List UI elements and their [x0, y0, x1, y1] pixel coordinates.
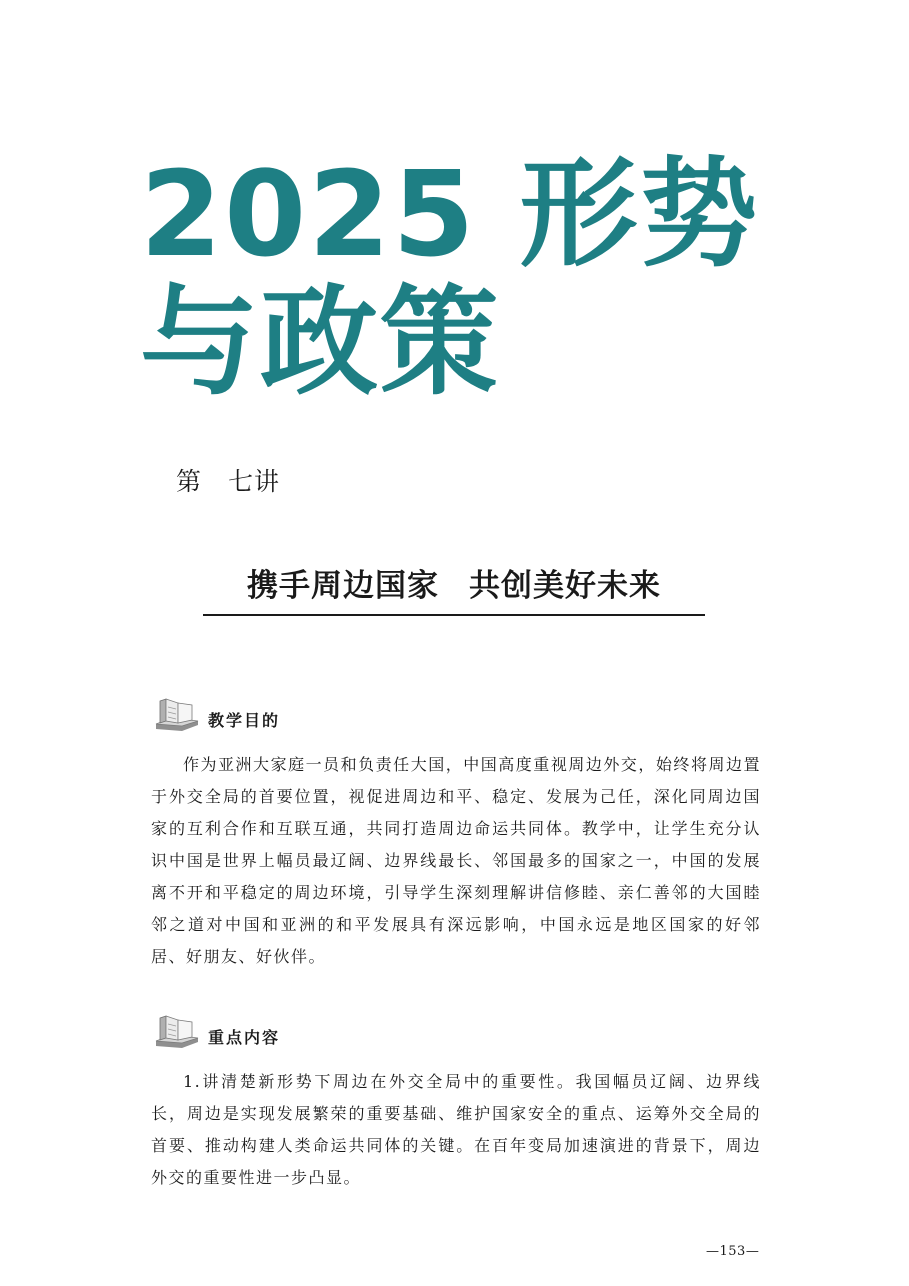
book-icon: [152, 1012, 200, 1050]
lecture-topic: [204, 565, 704, 607]
page-number: —153—: [706, 1244, 760, 1259]
section-heading-label: 教学目的: [208, 711, 281, 730]
section-heading-label: 重点内容: [208, 1028, 281, 1047]
section-heading-key-content: [152, 1010, 280, 1050]
main-title-line2: 与政策: [140, 273, 501, 411]
book-icon: [152, 695, 200, 733]
lecture-topic-part1: 携手周边国家: [247, 568, 439, 604]
lecture-number: [176, 462, 280, 498]
key-content-paragraph: 1.讲清楚新形势下周边在外交全局中的重要性。我国幅员辽阔、边界线长，周边是实现发展繁荣的重要基础、维护国家安全的重点、运筹外交全局的首要、推动构建人类命运共同体的关键。在百年变局加速演进的背景下，周边外交的重要性进一步凸显。: [151, 1072, 761, 1187]
main-title: [140, 145, 760, 411]
lecture-topic-part2: 共创美好未来: [469, 568, 661, 604]
teaching-goals-paragraph: 作为亚洲大家庭一员和负责任大国，中国高度重视周边外交，始终将周边置于外交全局的首要位置，视促进周边和平、稳定、发展为己任，深化同周边国家的互利合作和互联互通，共同打造周边命运共同体。教学中，让学生充分认识中国是世界上幅员最辽阔、边界线最长、邻国最多的国家之一，中国的发展离不开和平稳定的周边环境，引导学生深刻理解讲信修睦、亲仁善邻的大国睦邻之道对中国和亚洲的和平发展具有深远影响，中国永远是地区国家的好邻居、好朋友、好伙伴。: [151, 755, 761, 966]
lecture-label-number: 七讲: [228, 467, 281, 496]
topic-underline: [203, 614, 705, 616]
lecture-label-char: 第: [176, 467, 203, 496]
main-title-line1: 2025 形势: [140, 145, 760, 283]
section-heading-teaching-goals: [152, 693, 280, 733]
